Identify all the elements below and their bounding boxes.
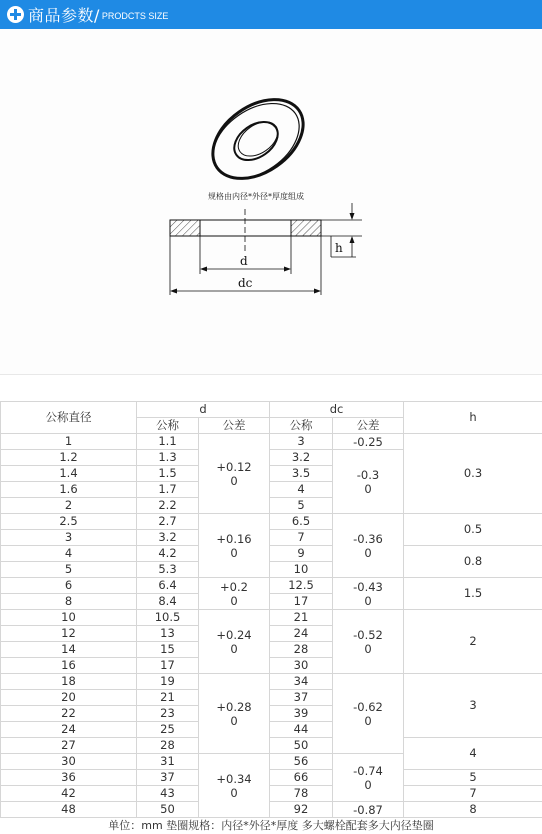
cell-dc-nominal: 66 [270, 770, 333, 786]
header-d-tolerance: 公差 [199, 418, 270, 434]
cell-nominal-diameter: 36 [1, 770, 137, 786]
cell-d-tolerance: +0.28 0 [199, 674, 270, 754]
cell-d-nominal: 28 [137, 738, 199, 754]
washer-drawing [0, 29, 542, 375]
cell-d-nominal: 3.2 [137, 530, 199, 546]
cell-d-nominal: 31 [137, 754, 199, 770]
table-row [1, 802, 542, 818]
cell-dc-nominal: 34 [270, 674, 333, 690]
table-row [1, 738, 542, 754]
cell-d-nominal: 1.1 [137, 434, 199, 450]
section-subtitle: PRODCTS SIZE [101, 11, 169, 21]
cell-d-nominal: 37 [137, 770, 199, 786]
header-d: d [137, 402, 270, 418]
cell-dc-nominal: 28 [270, 642, 333, 658]
label-dc: dc [238, 276, 253, 290]
cell-dc-nominal: 6.5 [270, 514, 333, 530]
cell-dc-nominal: 17 [270, 594, 333, 610]
cell-d-nominal: 23 [137, 706, 199, 722]
cell-h: 1.5 [404, 578, 542, 610]
cell-d-nominal: 13 [137, 626, 199, 642]
cell-h: 2 [404, 610, 542, 674]
table-row [1, 578, 542, 594]
cell-dc-tolerance: -0.52 0 [333, 610, 404, 674]
cell-d-tolerance: +0.34 0 [199, 754, 270, 818]
cell-d-tolerance: +0.24 0 [199, 610, 270, 674]
cell-h: 5 [404, 770, 542, 786]
table-row [1, 786, 542, 802]
header-h: h [404, 402, 542, 434]
cell-nominal-diameter: 20 [1, 690, 137, 706]
cell-dc-nominal: 56 [270, 754, 333, 770]
cell-dc-nominal: 10 [270, 562, 333, 578]
cell-dc-nominal: 5 [270, 498, 333, 514]
cell-d-nominal: 25 [137, 722, 199, 738]
cell-nominal-diameter: 48 [1, 802, 137, 818]
washer-3d-view [198, 83, 318, 194]
cell-dc-tolerance: -0.74 0 [333, 754, 404, 802]
cell-nominal-diameter: 5 [1, 562, 137, 578]
cell-dc-nominal: 44 [270, 722, 333, 738]
cell-d-nominal: 15 [137, 642, 199, 658]
cell-dc-nominal: 3 [270, 434, 333, 450]
cell-d-nominal: 1.7 [137, 482, 199, 498]
spec-table [0, 401, 542, 818]
cell-dc-tolerance: -0.36 0 [333, 514, 404, 578]
label-d: d [240, 254, 248, 268]
header-dc-nominal: 公称 [270, 418, 333, 434]
cell-dc-nominal: 9 [270, 546, 333, 562]
table-row [1, 770, 542, 786]
header-nominal-diameter: 公称直径 [1, 402, 137, 434]
washer-diagram [0, 29, 542, 375]
plus-circle-icon [7, 6, 24, 23]
cell-dc-nominal: 3.5 [270, 466, 333, 482]
cell-dc-nominal: 37 [270, 690, 333, 706]
cell-d-nominal: 6.4 [137, 578, 199, 594]
section-title: 商品参数/ [28, 6, 100, 25]
cell-d-nominal: 1.5 [137, 466, 199, 482]
cell-h: 0.5 [404, 514, 542, 546]
label-h: h [335, 241, 343, 255]
table-row [1, 546, 542, 562]
spec-table-body [1, 434, 542, 818]
cell-dc-nominal: 78 [270, 786, 333, 802]
cell-nominal-diameter: 12 [1, 626, 137, 642]
header-dc-tolerance: 公差 [333, 418, 404, 434]
cell-h: 0.3 [404, 434, 542, 514]
cell-nominal-diameter: 1.6 [1, 482, 137, 498]
table-row [1, 514, 542, 530]
cell-nominal-diameter: 30 [1, 754, 137, 770]
cell-d-nominal: 4.2 [137, 546, 199, 562]
cell-nominal-diameter: 24 [1, 722, 137, 738]
cell-d-nominal: 50 [137, 802, 199, 818]
table-row [1, 434, 542, 450]
cell-dc-nominal: 7 [270, 530, 333, 546]
cell-d-nominal: 2.7 [137, 514, 199, 530]
cell-nominal-diameter: 14 [1, 642, 137, 658]
header-dc: dc [270, 402, 404, 418]
cell-dc-tolerance: -0.25 [333, 434, 404, 450]
cell-dc-tolerance: -0.43 0 [333, 578, 404, 610]
cell-nominal-diameter: 2.5 [1, 514, 137, 530]
cell-nominal-diameter: 42 [1, 786, 137, 802]
cell-h: 0.8 [404, 546, 542, 578]
washer-section-view [170, 203, 362, 295]
cell-dc-nominal: 3.2 [270, 450, 333, 466]
section-header [0, 0, 542, 29]
cell-d-nominal: 8.4 [137, 594, 199, 610]
cell-dc-nominal: 4 [270, 482, 333, 498]
cell-nominal-diameter: 16 [1, 658, 137, 674]
cell-nominal-diameter: 6 [1, 578, 137, 594]
cell-nominal-diameter: 8 [1, 594, 137, 610]
cell-d-nominal: 21 [137, 690, 199, 706]
cell-d-nominal: 1.3 [137, 450, 199, 466]
cell-nominal-diameter: 22 [1, 706, 137, 722]
table-row [1, 610, 542, 626]
cell-d-nominal: 2.2 [137, 498, 199, 514]
cell-nominal-diameter: 1.2 [1, 450, 137, 466]
cell-dc-nominal: 12.5 [270, 578, 333, 594]
cell-dc-tolerance: -0.87 [333, 802, 404, 818]
cell-dc-nominal: 21 [270, 610, 333, 626]
cell-dc-nominal: 92 [270, 802, 333, 818]
cell-nominal-diameter: 1 [1, 434, 137, 450]
cell-h: 7 [404, 786, 542, 802]
footer-note: 单位：mm 垫圈规格：内径*外径*厚度 多大螺栓配套多大内径垫圈 [108, 819, 434, 832]
drawing-caption: 规格由内径*外径*厚度组成 [208, 192, 304, 201]
cell-dc-nominal: 50 [270, 738, 333, 754]
cell-nominal-diameter: 10 [1, 610, 137, 626]
cell-h: 3 [404, 674, 542, 738]
cell-h: 8 [404, 802, 542, 818]
cell-h: 4 [404, 738, 542, 770]
cell-nominal-diameter: 27 [1, 738, 137, 754]
cell-nominal-diameter: 18 [1, 674, 137, 690]
cell-dc-nominal: 39 [270, 706, 333, 722]
cell-d-nominal: 5.3 [137, 562, 199, 578]
cell-dc-nominal: 30 [270, 658, 333, 674]
cell-d-tolerance: +0.12 0 [199, 434, 270, 514]
cell-d-nominal: 19 [137, 674, 199, 690]
cell-d-nominal: 17 [137, 658, 199, 674]
table-row [1, 674, 542, 690]
cell-nominal-diameter: 2 [1, 498, 137, 514]
cell-nominal-diameter: 3 [1, 530, 137, 546]
cell-nominal-diameter: 1.4 [1, 466, 137, 482]
cell-d-tolerance: +0.16 0 [199, 514, 270, 578]
cell-d-nominal: 10.5 [137, 610, 199, 626]
cell-d-nominal: 43 [137, 786, 199, 802]
header-d-nominal: 公称 [137, 418, 199, 434]
cell-dc-tolerance: -0.62 0 [333, 674, 404, 754]
cell-dc-tolerance: -0.3 0 [333, 450, 404, 514]
cell-nominal-diameter: 4 [1, 546, 137, 562]
cell-d-tolerance: +0.2 0 [199, 578, 270, 610]
cell-dc-nominal: 24 [270, 626, 333, 642]
